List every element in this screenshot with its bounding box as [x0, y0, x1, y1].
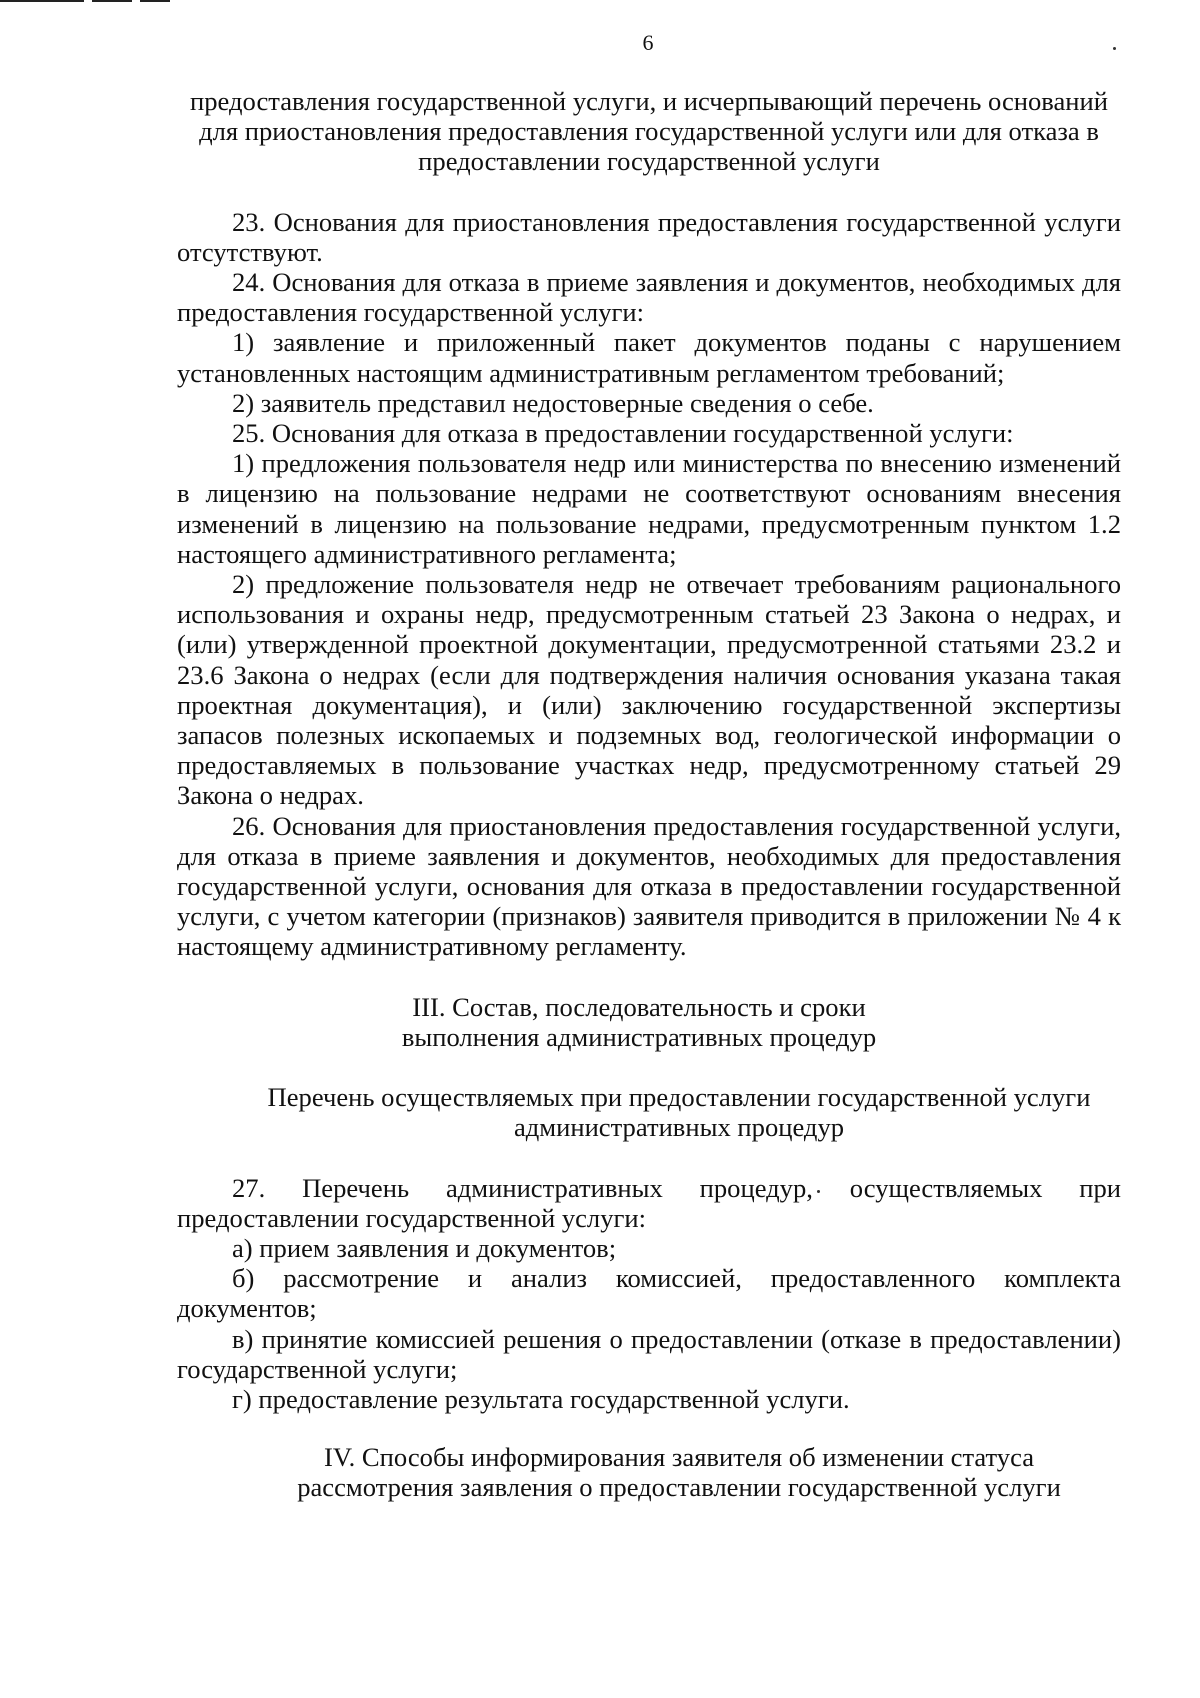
- paragraph-25-item-2: 2) предложение пользователя недр не отвечает требованиям рационального использования и охраны недр, предусмотренным статьей 23 Закона о недрах, и (или) утвержденной проектной документации, предусмотренной статьями 23.2 и 23.6 Закона о недрах (если для подтверждения наличия основания указана такая проектная документация), и (или) заключению государственной экспертизы запасов полезных ископаемых и подземных вод, геологической информации о предоставляемых в пользование участках недр, предусмотренному статьей 29 Закона о недрах.: [177, 569, 1121, 811]
- section-heading-continuation: предоставления государственной услуги, и исчерпывающий перечень оснований для приостановления предоставления государственной услуги или для отказа в предоставлении государственной услуги: [189, 86, 1109, 177]
- paragraph-26: 26. Основания для приостановления предоставления государственной услуги, для отказа в приеме заявления и документов, необходимых для предоставления государственной услуги, основания для отказа в предоставлении государственной услуги, с учетом категории (признаков) заявителя приводится в приложении № 4 к настоящему административному регламенту.: [177, 810, 1121, 962]
- paragraph-24-item-2: 2) заявитель представил недостоверные сведения о себе.: [232, 387, 874, 418]
- paragraph-23: 23. Основания для приостановления предоставления государственной услуги отсутствуют.: [177, 206, 1121, 267]
- paragraph-27-item-g: г) предоставление результата государственной услуги.: [232, 1383, 850, 1414]
- paragraph-24: 24. Основания для отказа в приеме заявления и документов, необходимых для предоставления государственной услуги:: [177, 267, 1121, 328]
- paragraph-27-item-a: а) прием заявления и документов;: [232, 1232, 617, 1263]
- section-3-title: III. Состав, последовательность и сроки выполнения административных процедур: [401, 991, 877, 1052]
- scan-edge-mark: [0, 0, 84, 2]
- section-4-title: IV. Способы информирования заявителя об изменении статуса рассмотрения заявления о предоставлении государственной услуги: [297, 1442, 1061, 1503]
- paragraph-27: 27. Перечень административных процедур, осуществляемых при предоставлении государственной услуги:: [177, 1172, 1121, 1233]
- scan-edge-mark: [140, 0, 170, 2]
- paragraph-25-item-1: 1) предложения пользователя недр или министерства по внесению изменений в лицензию на пользование недрами не соответствуют основаниям внесения изменений в лицензию на пользование недрами, предусмотренным пунктом 1.2 настоящего административного регламента;: [177, 448, 1121, 569]
- paragraph-27-item-v: в) принятие комиссией решения о предоставлении (отказе в предоставлении) государственной услуги;: [177, 1323, 1121, 1384]
- paragraph-25: 25. Основания для отказа в предоставлении государственной услуги:: [232, 418, 1014, 449]
- section-3-subtitle: Перечень осуществляемых при предоставлении государственной услуги административных процедур: [267, 1082, 1091, 1143]
- document-body: [177, 86, 1121, 1503]
- scan-edge-mark: [92, 0, 132, 2]
- paragraph-24-item-1: 1) заявление и приложенный пакет документов поданы с нарушением установленных настоящим административным регламентом требований;: [177, 327, 1121, 388]
- scan-speck: [1113, 47, 1116, 50]
- paragraph-27-item-b: б) рассмотрение и анализ комиссией, предоставленного комплекта документов;: [177, 1263, 1121, 1324]
- page-number: 6: [642, 30, 654, 55]
